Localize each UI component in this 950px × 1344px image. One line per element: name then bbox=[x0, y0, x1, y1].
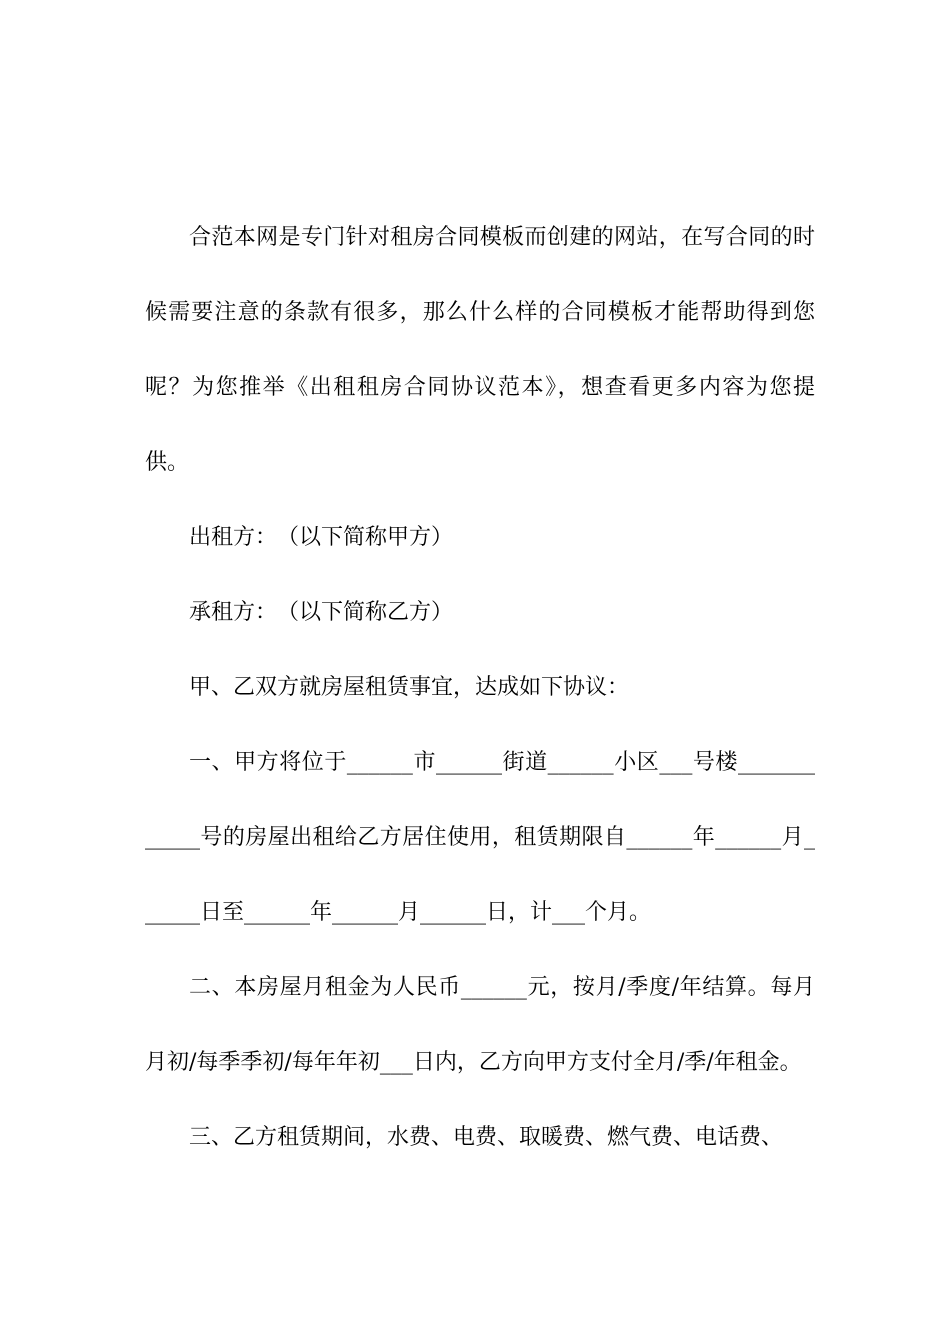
lessor-line: 出租方： （以下简称甲方） bbox=[189, 525, 454, 550]
intro-paragraph: 合范本网是专门针对租房合同模板而创建的网站，在写合同的时候需要注意的条款有很多，那么什么样的合同模板才能帮助得到您呢？为您推举《出租租房合同协议范本》，想查看更多内容为您提供。 bbox=[145, 225, 815, 475]
clause-3: 三、乙方租赁期间，水费、电费、取暖费、燃气费、电话费、 bbox=[189, 1125, 784, 1150]
clause-2: 二、本房屋月租金为人民币______元，按月/季度/年结算。每月月初/每季季初/每年年初___日内，乙方向甲方支付全月/季/年租金。 bbox=[145, 975, 815, 1075]
agreement-preamble: 甲、乙双方就房屋租赁事宜，达成如下协议： bbox=[189, 675, 630, 700]
clause-1: 一、甲方将位于______市______街道______小区___号楼____________号的房屋出租给乙方居住使用，租赁期限自______年______月______日至______年______月______日，计___个月。 bbox=[145, 750, 815, 925]
lessee-line: 承租方： （以下简称乙方） bbox=[189, 600, 454, 625]
document-body bbox=[145, 200, 815, 1175]
